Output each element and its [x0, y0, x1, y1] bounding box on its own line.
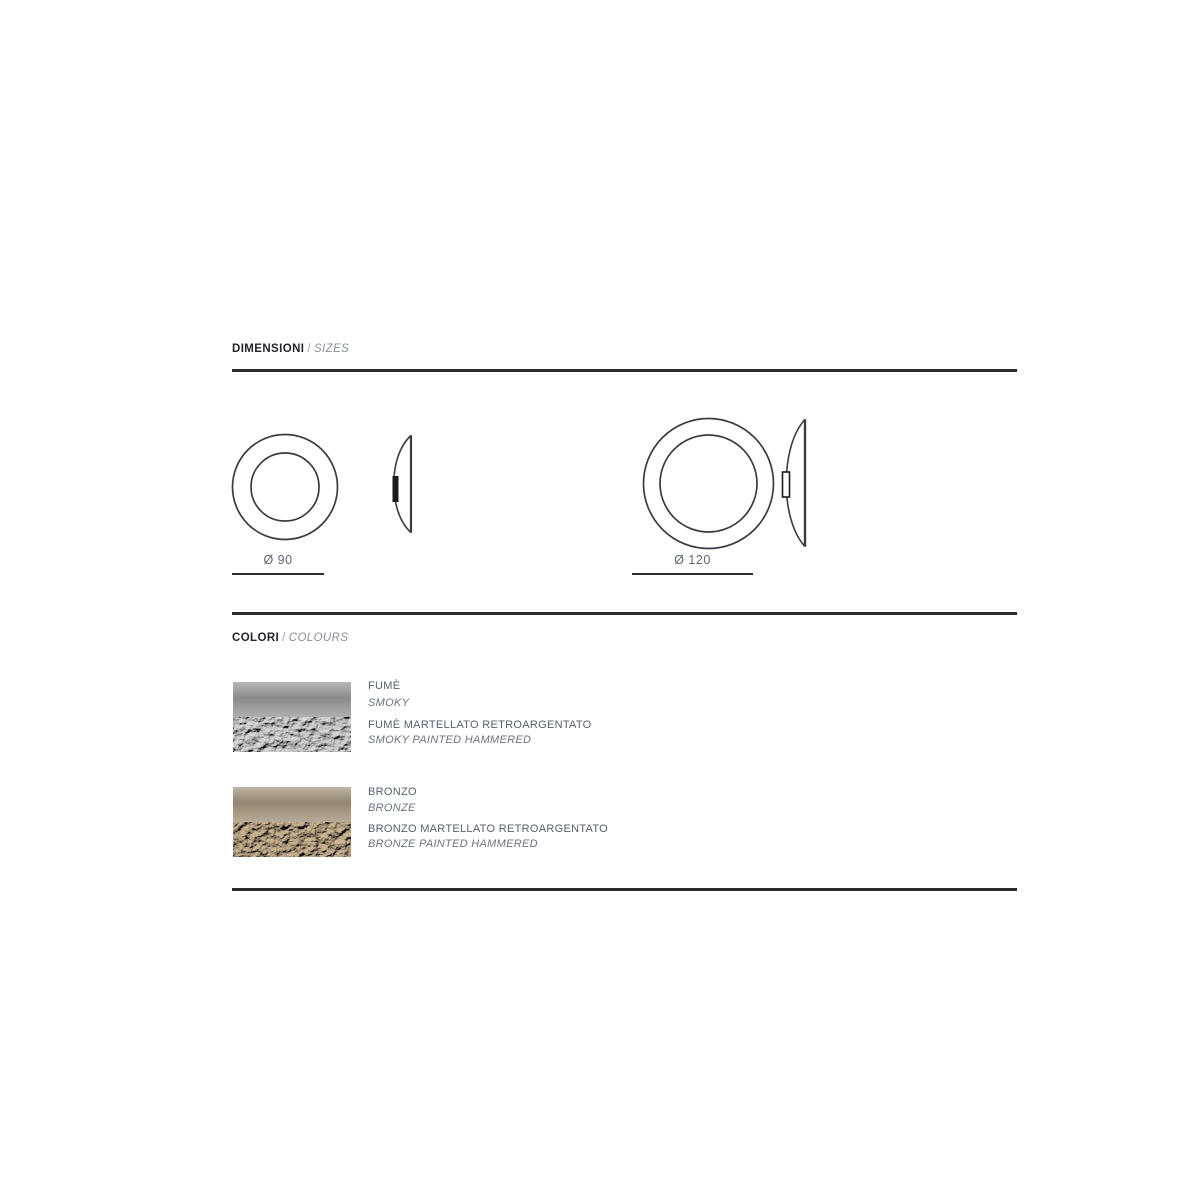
smoky-name-english: SMOKY — [368, 697, 410, 709]
swatch-bronze-hammered — [233, 822, 351, 857]
lamp-90-side-drawing — [385, 434, 415, 534]
swatch-smoky — [233, 682, 351, 752]
swatch-bronze — [233, 787, 351, 857]
swatch-smoky-smooth — [233, 682, 351, 717]
dimensions-title-italian: DIMENSIONI — [232, 343, 305, 355]
divider-line-middle — [232, 612, 1017, 615]
bronze-name-english: BRONZE — [368, 802, 416, 814]
diameter-label-90-block — [232, 553, 324, 575]
swatch-bronze-smooth — [233, 787, 351, 822]
colors-section-title — [232, 632, 348, 644]
diameter-label-90: Ø 90 — [263, 553, 293, 567]
divider-line-top — [232, 369, 1017, 372]
title-separator: / — [307, 343, 311, 355]
bronze-name-italian: BRONZO — [368, 786, 417, 798]
dimensions-section-title — [232, 343, 349, 355]
divider-line-bottom — [232, 888, 1017, 891]
smoky-variant-english: SMOKY PAINTED HAMMERED — [368, 734, 532, 746]
smoky-name-italian: FUMÈ — [368, 680, 401, 692]
dimensions-title-english: SIZES — [313, 343, 350, 355]
lamp-120-side-drawing — [777, 418, 809, 548]
wall-mount-120 — [783, 472, 790, 497]
title-separator: / — [282, 632, 286, 644]
diameter-underline-90 — [232, 573, 324, 575]
lamp-120-front-drawing — [641, 416, 776, 551]
wall-mount-90 — [393, 476, 399, 502]
lamp-90-front-drawing — [229, 431, 341, 543]
bronze-variant-english: BRONZE PAINTED HAMMERED — [368, 838, 538, 850]
diameter-label-120-block — [632, 553, 753, 575]
diameter-label-120: Ø 120 — [674, 553, 711, 567]
swatch-smoky-hammered — [233, 717, 351, 752]
metal-sheen — [233, 682, 351, 717]
metal-sheen — [233, 787, 351, 822]
diameter-underline-120 — [632, 573, 753, 575]
bronze-variant-italian: BRONZO MARTELLATO RETROARGENTATO — [368, 823, 609, 835]
colors-title-italian: COLORI — [232, 632, 280, 644]
colors-title-english: COLOURS — [288, 632, 349, 644]
smoky-variant-italian: FUMÈ MARTELLATO RETROARGENTATO — [368, 719, 592, 731]
